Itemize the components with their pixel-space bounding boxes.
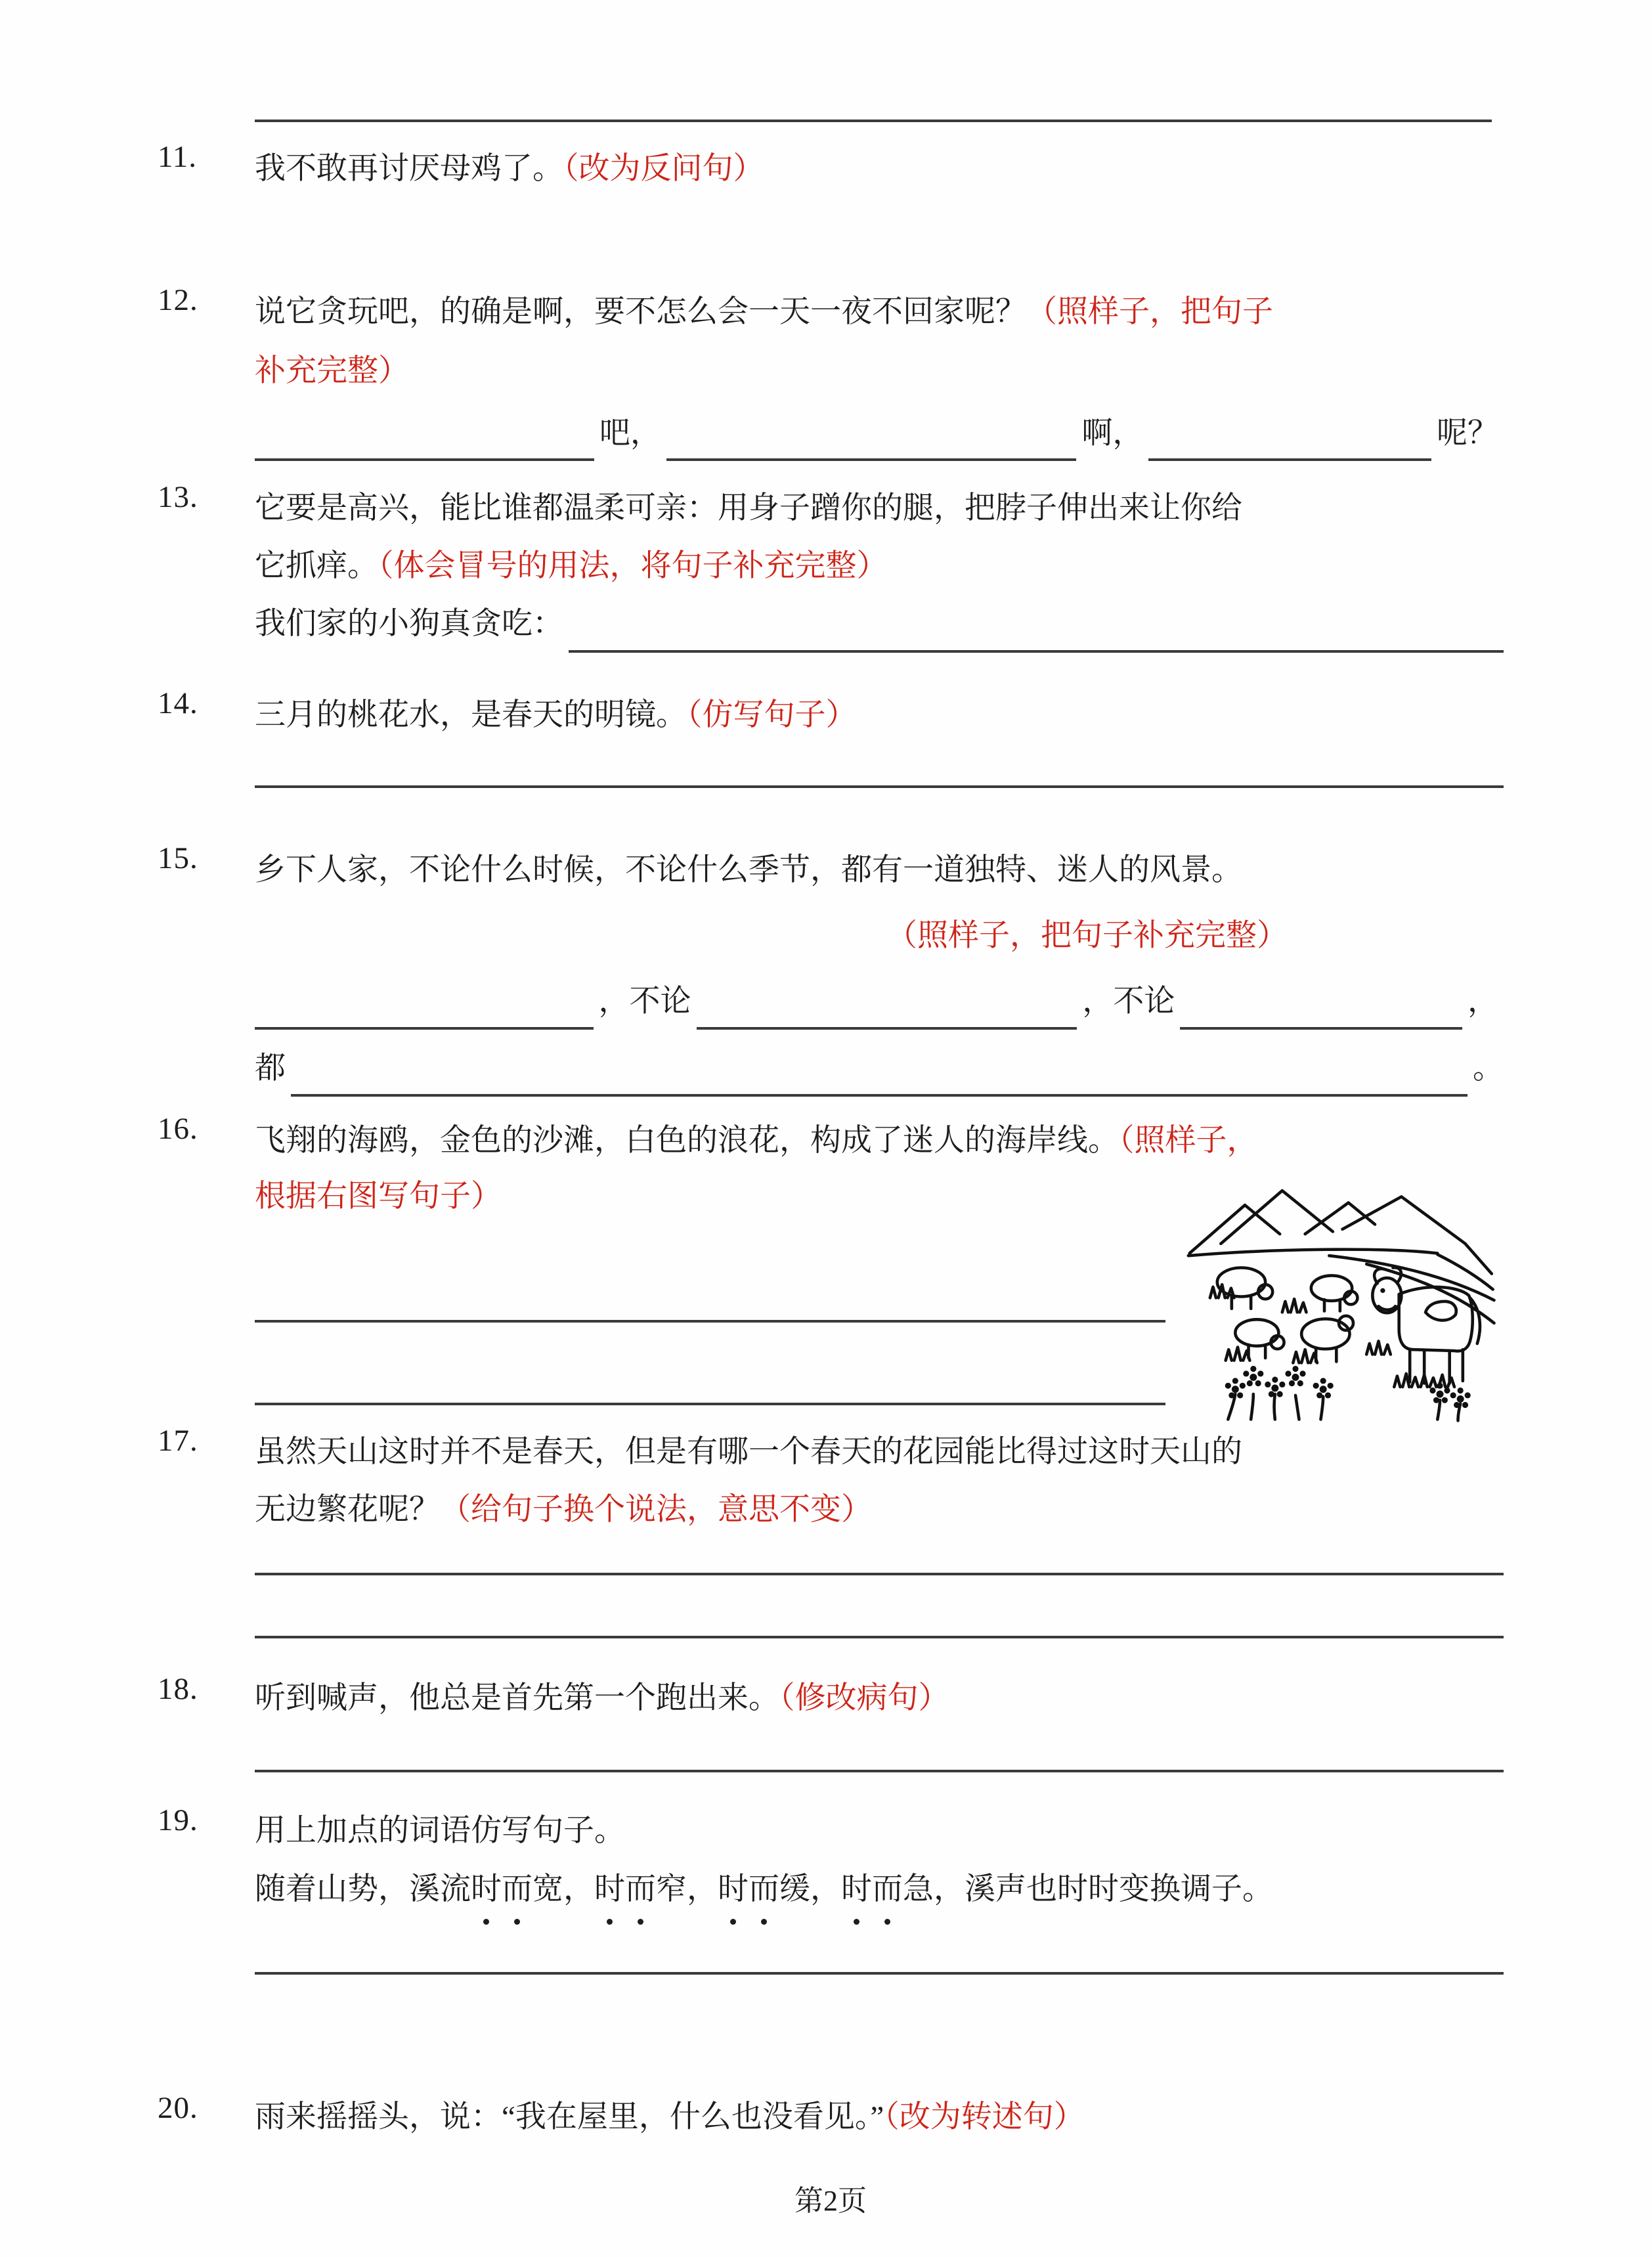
dotted-word: 时而 [718,1859,779,1919]
answer-line [255,120,1492,122]
answer-line [255,1573,1504,1575]
question-number: 17. [158,1424,198,1458]
dotted-word: 时而 [594,1859,656,1919]
instruction-text: （照样子，把句子补充完整） [886,919,1288,953]
fill-word: 呢？ [1437,416,1499,450]
question-text: 飞翔的海鸥，金色的沙滩，白色的浪花，构成了迷人的海岸线。 [255,1124,1119,1158]
question-number: 16. [158,1112,198,1146]
answer-blank [666,406,1077,461]
fill-word: 啊， [1081,416,1144,450]
question-text: 听到喊声，他总是首先第一个跑出来。 [255,1681,779,1715]
answer-line [255,1972,1504,1975]
question-11 [158,139,1504,198]
fill-word: 吧， [599,416,661,450]
answer-blank [1148,406,1431,461]
fill-word: 。 [1473,1051,1504,1085]
instruction-text: 补充完整） [255,354,409,388]
sentence-part: 窄， [656,1872,718,1906]
question-text: 它抓痒。 [255,549,378,583]
fill-word: 都 [255,1051,286,1085]
answer-line [255,1770,1504,1772]
question-text: 用上加点的词语仿写句子。 [255,1814,625,1848]
question-16 [158,1111,1504,1423]
flower-cluster [1429,1383,1470,1421]
mountain-line [1190,1205,1280,1253]
dotted-word: 时而 [841,1859,903,1919]
question-text: 乡下人家，不论什么时候，不论什么季节，都有一道独特、迷人的风景。 [255,853,1242,887]
question-20 [158,2090,1504,2144]
instruction-text: （给句子换个说法，意思不变） [440,1493,872,1527]
fill-in-line [255,406,1504,461]
instruction-text: （改为反问句） [563,152,764,186]
question-number: 19. [158,1803,198,1837]
fill-word: ，不论 [1082,984,1175,1019]
instruction-text: （照样子，把句子 [1026,295,1273,329]
answer-blank [291,1040,1467,1097]
question-14 [158,686,1504,841]
flower-cluster [1225,1366,1334,1420]
fill-word: ， [1467,984,1498,1019]
question-text: 无边繁花呢？ [255,1493,440,1527]
instruction-text: （改为转述句） [884,2100,1085,2134]
question-text: 三月的桃花水，是春天的明镜。 [255,698,687,732]
instruction-text: （修改病句） [779,1681,949,1715]
instruction-text: 根据右图写句子） [255,1179,502,1214]
fill-in-line [255,1040,1504,1097]
instruction-text: （照样子， [1119,1124,1258,1158]
answer-blank [255,973,594,1030]
question-18 [158,1671,1504,1772]
question-number: 20. [158,2091,198,2125]
answer-line [255,785,1504,788]
example-sentence [255,1859,1504,1919]
pasture-illustration [1165,1170,1504,1423]
instruction-text: （体会冒号的用法，将句子补充完整） [378,549,888,583]
question-17 [158,1423,1504,1638]
question-text: 雨来摇摇头，说：“我在屋里，什么也没看见。” [255,2100,884,2134]
dotted-word: 时而 [471,1859,533,1919]
question-number: 15. [158,841,198,875]
question-number: 13. [158,480,198,514]
question-number: 18. [158,1672,198,1706]
question-text: 虽然天山这时并不是春天，但是有哪一个春天的花园能比得过这时天山的 [255,1435,1242,1469]
answer-blank [1180,973,1462,1030]
question-number: 11. [158,140,198,174]
question-19 [158,1803,1504,1975]
fill-prompt: 我们家的小狗真贪吃： [255,607,563,641]
sentence-part: 缓， [779,1872,841,1906]
sentence-part: 宽， [533,1872,594,1906]
fill-word: ，不论 [598,984,691,1019]
question-number: 12. [158,283,198,317]
answer-line [255,1403,1165,1405]
answer-line [255,1636,1504,1638]
question-text: 说它贪玩吧，的确是啊，要不怎么会一天一夜不回家呢？ [255,295,1026,329]
question-text: 它要是高兴，能比谁都温柔可亲：用身子蹭你的腿，把脖子伸出来让你给 [255,491,1242,525]
sentence-part: 急，溪声也时时变换调子。 [903,1872,1273,1906]
question-15 [158,841,1504,1097]
answer-blank [569,595,1504,653]
fill-in-line [255,595,1504,653]
instruction-text: （仿写句子） [687,698,857,732]
answer-blank [697,973,1077,1030]
page-number: 第2页 [794,2185,867,2217]
question-number: 14. [158,686,198,720]
fill-in-line [255,973,1504,1030]
answer-blank [255,406,594,461]
question-13 [158,479,1504,653]
answer-line [255,1320,1165,1323]
sentence-part: 随着山势，溪流 [255,1872,471,1906]
question-12 [158,282,1504,461]
question-text: 我不敢再讨厌母鸡了。 [255,152,563,186]
